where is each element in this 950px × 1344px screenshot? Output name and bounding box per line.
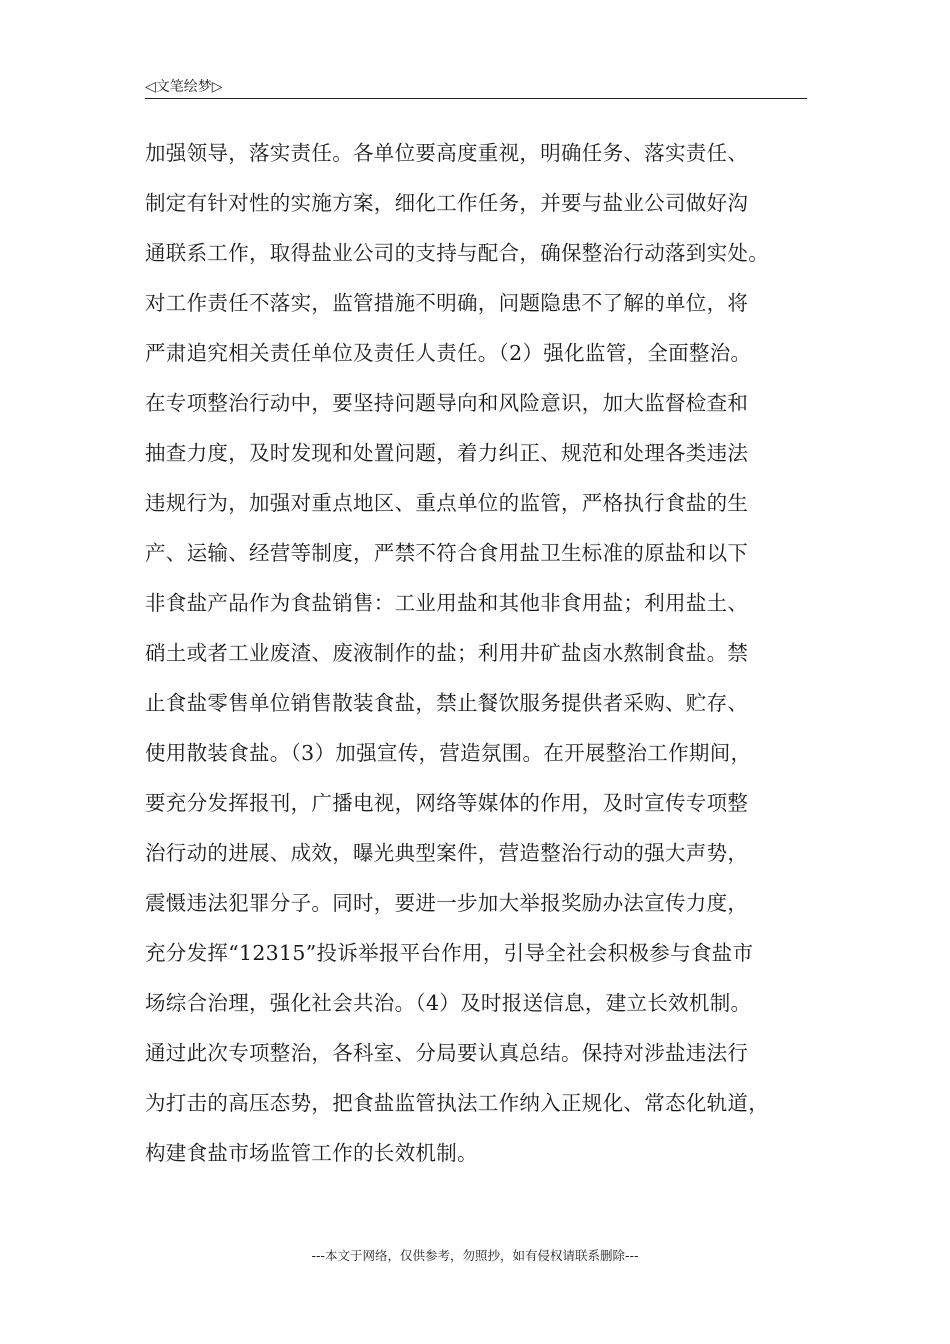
body-line: 构建食盐市场监管工作的长效机制。	[145, 1141, 478, 1165]
body-line: 使用散装食盐。（3）加强宣传，营造氛围。在开展整治工作期间，	[145, 741, 752, 765]
body-line: 严肃追究相关责任单位及责任人责任。（2）强化监管，全面整治。	[145, 341, 752, 365]
body-line: 违规行为，加强对重点地区、重点单位的监管，严格执行食盐的生	[145, 491, 749, 515]
body-line: 产、运输、经营等制度，严禁不符合食用盐卫生标准的原盐和以下	[145, 541, 749, 565]
header-title: ◁文笔绘梦▷	[145, 79, 223, 95]
body-line: 止食盐零售单位销售散装食盐，禁止餐饮服务提供者采购、贮存、	[145, 691, 749, 715]
body-line: 治行动的进展、成效，曝光典型案件，营造整治行动的强大声势，	[145, 841, 749, 865]
document-body	[145, 128, 825, 1178]
body-line: 震慑违法犯罪分子。同时，要进一步加大举报奖励办法宣传力度，	[145, 891, 749, 915]
body-line: 场综合治理，强化社会共治。（4）及时报送信息，建立长效机制。	[145, 991, 752, 1015]
body-line: 抽查力度，及时发现和处置问题，着力纠正、规范和处理各类违法	[145, 441, 749, 465]
body-line: 充分发挥“12315”投诉举报平台作用，引导全社会积极参与食盐市	[145, 941, 754, 965]
body-line: 对工作责任不落实，监管措施不明确，问题隐患不了解的单位，将	[145, 291, 749, 315]
body-line: 硝土或者工业废渣、废液制作的盐；利用井矿盐卤水熬制食盐。禁	[145, 641, 749, 665]
body-line: 通过此次专项整治，各科室、分局要认真总结。保持对涉盐违法行	[145, 1041, 749, 1065]
body-line: 在专项整治行动中，要坚持问题导向和风险意识，加大监督检查和	[145, 391, 749, 415]
body-line: 非食盐产品作为食盐销售：工业用盐和其他非食用盐；利用盐土、	[145, 591, 749, 615]
body-line: 通联系工作，取得盐业公司的支持与配合，确保整治行动落到实处。	[145, 241, 769, 265]
body-line: 加强领导，落实责任。各单位要高度重视，明确任务、落实责任、	[145, 141, 749, 165]
body-line: 要充分发挥报刊，广播电视，网络等媒体的作用，及时宣传专项整	[145, 791, 749, 815]
page-footer: ---本文于网络，仅供参考，勿照抄，如有侵权请联系删除---	[311, 1248, 639, 1263]
page-header	[145, 74, 807, 99]
body-line: 制定有针对性的实施方案，细化工作任务，并要与盐业公司做好沟	[145, 191, 749, 215]
body-line: 为打击的高压态势，把食盐监管执法工作纳入正规化、常态化轨道，	[145, 1091, 769, 1115]
